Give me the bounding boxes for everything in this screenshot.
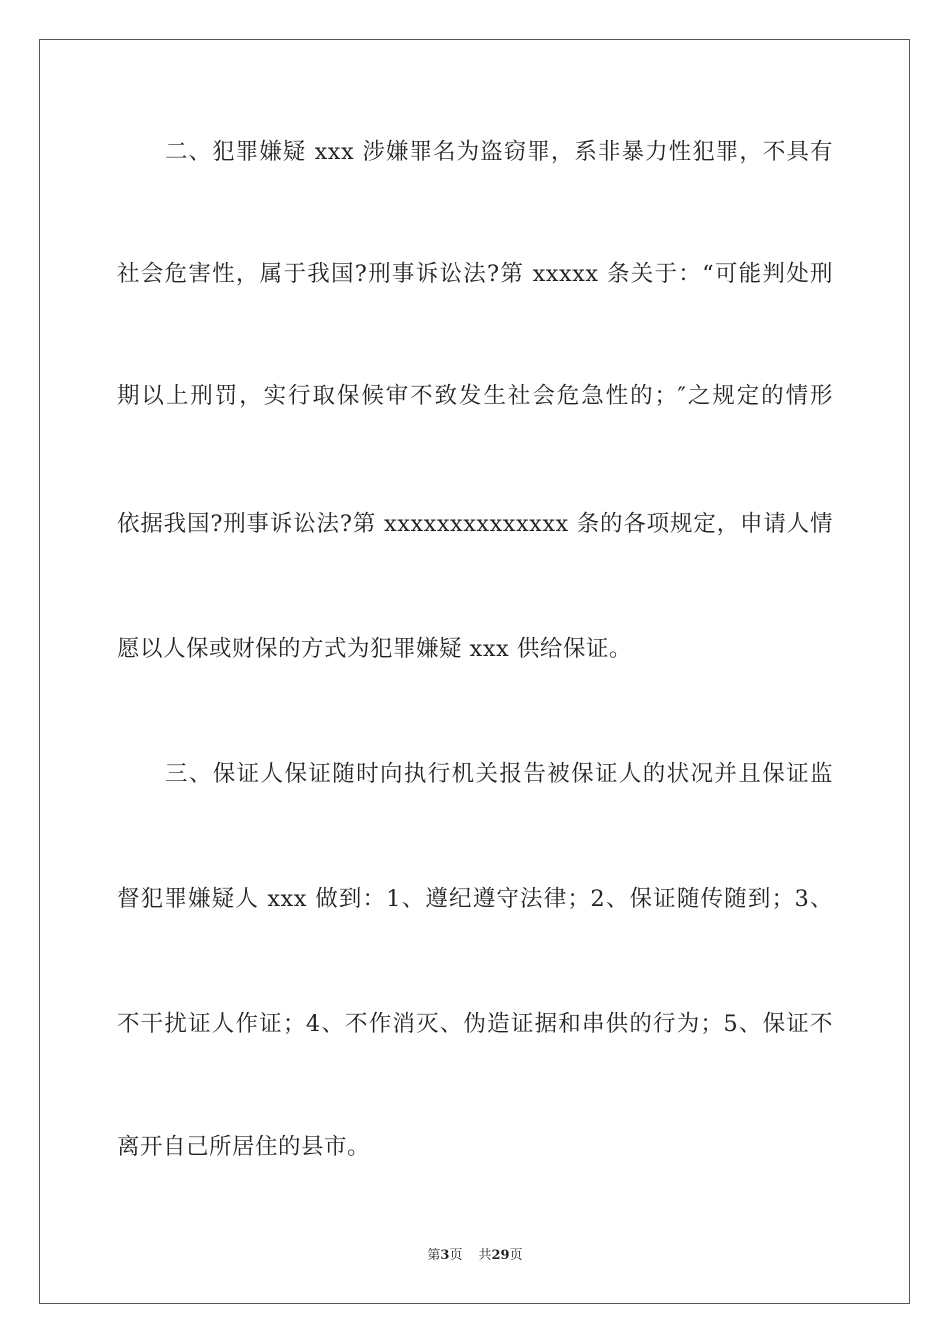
total-pages: 29: [491, 1248, 510, 1263]
total-suffix: 页: [509, 1248, 523, 1263]
paragraph-2-line-5: 愿以人保或财保的方式为犯罪嫌疑 xxx 供给保证。: [117, 636, 632, 662]
page-number: 3: [440, 1248, 450, 1263]
paragraph-3-line-4: 离开自己所居住的县市。: [117, 1134, 371, 1160]
paragraph-2-line-1: 二、犯罪嫌疑 xxx 涉嫌罪名为盗窃罪，系非暴力性犯罪，不具有: [165, 139, 833, 165]
page-suffix: 页: [449, 1248, 463, 1263]
paragraph-2-line-4: 依据我国?刑事诉讼法?第 xxxxxxxxxxxxxx 条的各项规定，申请人情: [117, 511, 833, 537]
paragraph-3-line-1: 三、保证人保证随时向执行机关报告被保证人的状况并且保证监: [165, 761, 833, 787]
paragraph-2-line-3: 期以上刑罚，实行取保候审不致发生社会危急性的；″之规定的情形: [117, 383, 833, 409]
paragraph-3-line-3: 不干扰证人作证；4、不作消灭、伪造证据和串供的行为；5、保证不: [117, 1011, 833, 1037]
paragraph-3-line-2: 督犯罪嫌疑人 xxx 做到：1、遵纪遵守法律；2、保证随传随到；3、: [117, 886, 833, 912]
page-prefix: 第: [427, 1248, 441, 1263]
total-prefix: 共: [478, 1248, 492, 1263]
page-footer: [0, 1248, 950, 1264]
page-border: [39, 39, 910, 1304]
paragraph-2-line-2: 社会危害性，属于我国?刑事诉讼法?第 xxxxx 条关于：“可能判处刑: [117, 261, 833, 287]
